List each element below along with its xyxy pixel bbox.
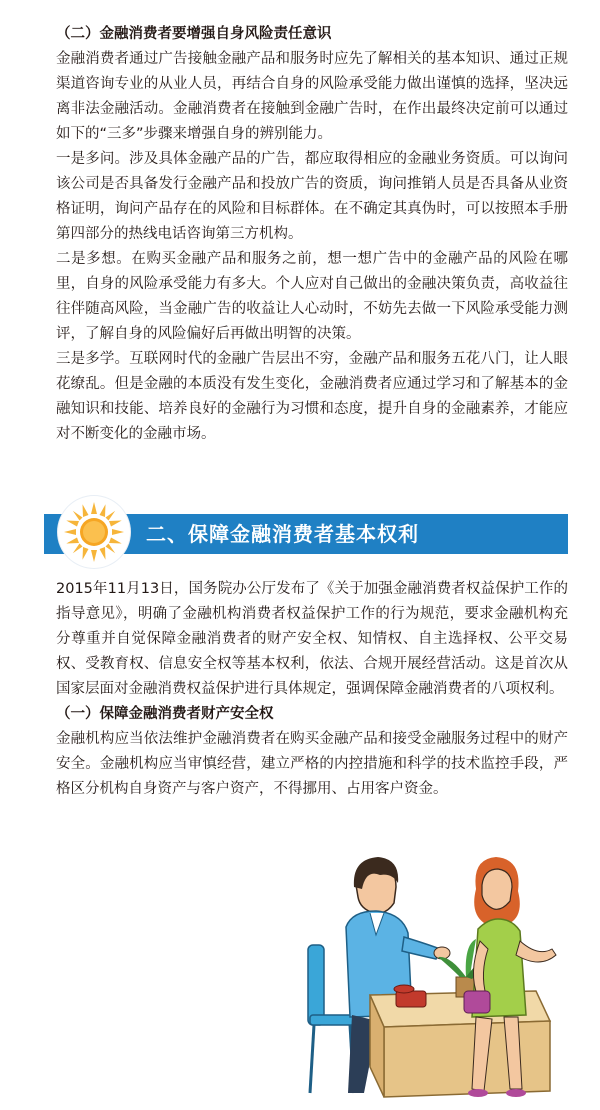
subheading-property-safety: （一）保障金融消费者财产安全权	[56, 706, 274, 722]
paragraph-ask-more: 一是多问。涉及具体金融产品的广告，都应取得相应的金融业务资质。可以询问该公司是否具备发行金融产品和投放广告的资质，询问推销人员是否具备从业资格证明，询问产品存在的风险和目标群体。在不确定其真伪时，可以按照本手册第四部分的热线电话咨询第三方机构。	[56, 151, 568, 242]
subheading-risk-awareness: （二）金融消费者要增强自身风险责任意识	[56, 26, 332, 42]
section-consumer-risk-awareness	[56, 22, 568, 447]
paragraph-intro: 金融消费者通过广告接触金融产品和服务时应先了解相关的基本知识、通过正规渠道咨询专业的从业人员，再结合自身的风险承受能力做出谨慎的选择，坚决远离非法金融活动。金融消费者在接触到金融广告时，在作出最终决定前可以通过如下的“三多”步骤来增强自身的辨别能力。	[56, 51, 568, 142]
sun-badge	[58, 496, 130, 568]
sun-icon	[58, 496, 130, 568]
illustration-bank-consultation	[300, 845, 570, 1100]
paragraph-learn-more: 三是多学。互联网时代的金融广告层出不穷，金融产品和服务五花八门，让人眼花缭乱。但是金融的本质没有发生变化，金融消费者应通过学习和了解基本的金融知识和技能、培养良好的金融行为习惯和态度，提升自身的金融素养，才能应对不断变化的金融市场。	[56, 351, 568, 442]
paragraph-think-more: 二是多想。在购买金融产品和服务之前，想一想广告中的金融产品的风险在哪里，自身的风险承受能力有多大。个人应对自己做出的金融决策负责，高收益往往伴随高风险，当金融广告的收益让人心动时，不妨先去做一下风险承受能力测评，了解自身的风险偏好后再做出明智的决策。	[56, 251, 568, 342]
paragraph-guideline-intro: 2015年11月13日，国务院办公厅发布了《关于加强金融消费者权益保护工作的指导意见》，明确了金融机构消费者权益保护工作的行为规范，要求金融机构充分尊重并自觉保障金融消费者的财产安全权、知情权、自主选择权、公平交易权、受教育权、信息安全权等基本权利，依法、合规开展经营活动。这是首次从国家层面对金融消费权益保护进行具体规定，强调保障金融消费者的八项权利。	[56, 581, 568, 697]
banner-title: 二、保障金融消费者基本权利	[146, 522, 419, 546]
paragraph-property-safety: 金融机构应当依法维护金融消费者在购买金融产品和接受金融服务过程中的财产安全。金融机构应当审慎经营，建立严格的内控措施和科学的技术监控手段，严格区分机构自身资产与客户资产，不得挪用、占用客户资金。	[56, 731, 568, 797]
section-basic-rights	[56, 577, 568, 802]
